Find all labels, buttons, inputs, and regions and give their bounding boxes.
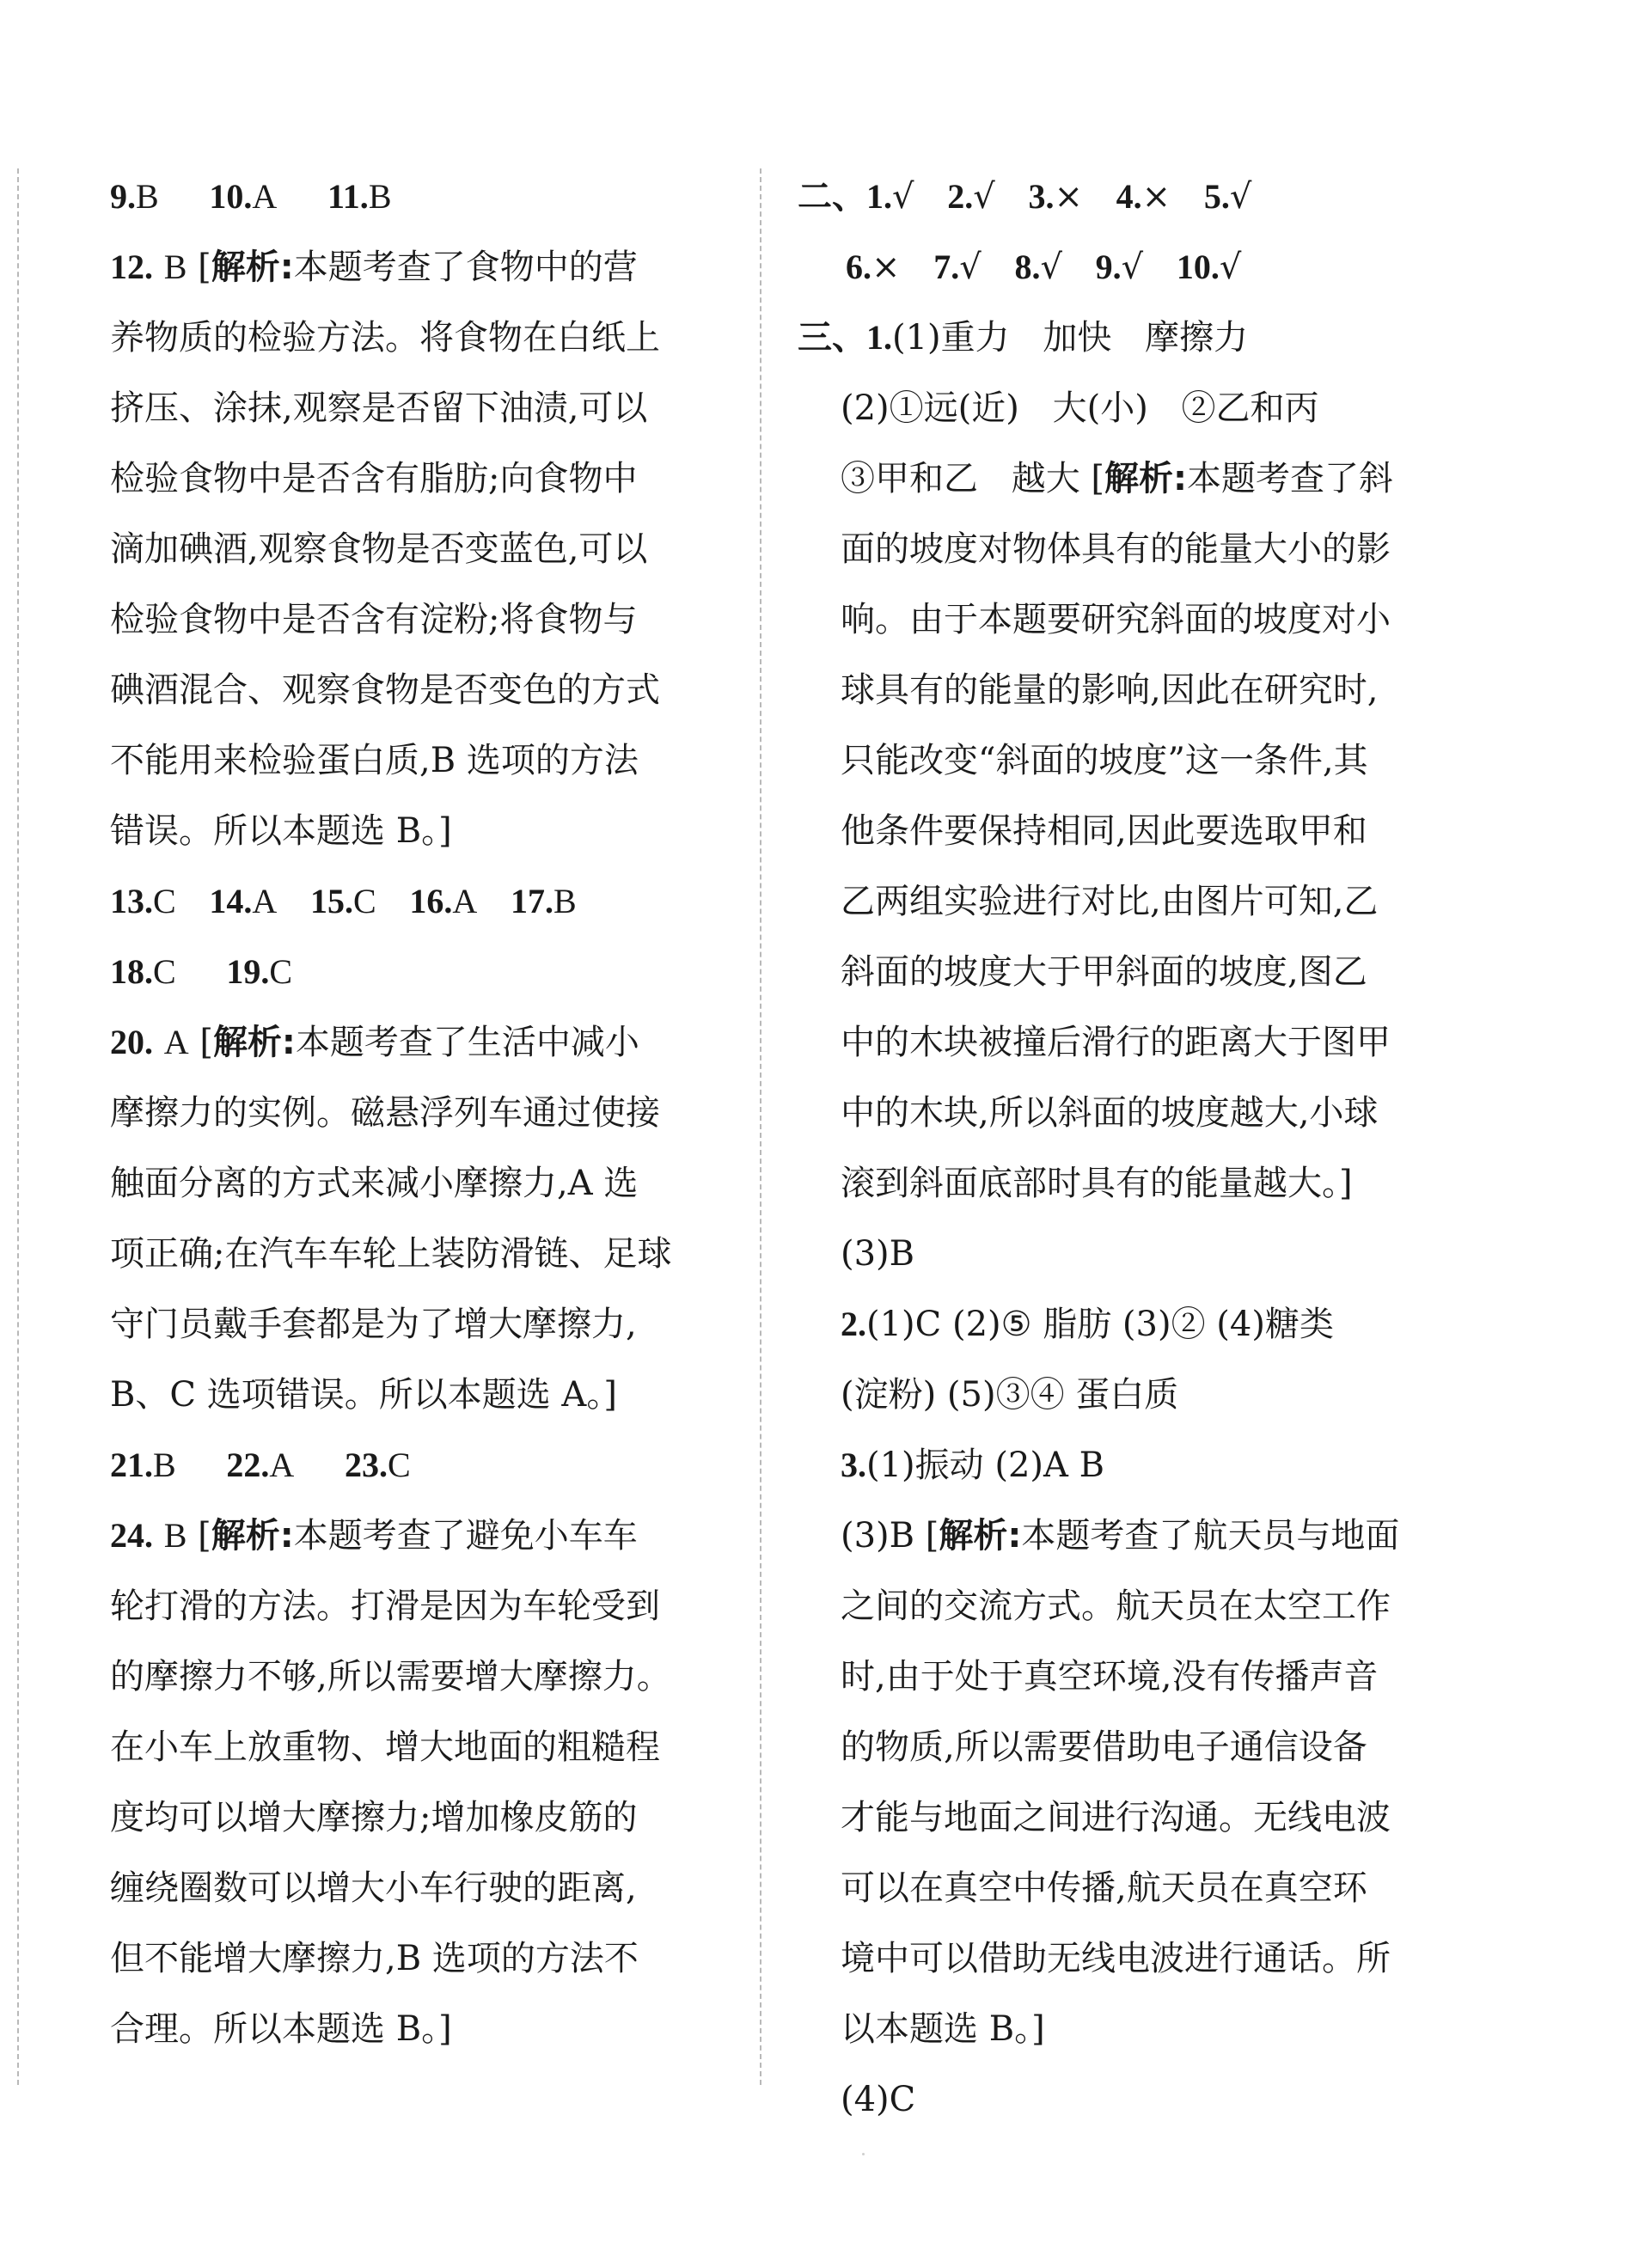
answer-value: 大(小) (1052, 388, 1148, 428)
analysis-text: 滚到斜面底部时具有的能量越大。] (841, 1164, 1353, 1203)
question-number: 5. (1203, 177, 1230, 216)
answer-20 (110, 1007, 729, 1430)
answer-value: ③甲和乙 (841, 459, 978, 498)
judgement-mark: √ (892, 177, 914, 217)
analysis-text: 项正确;在汽车车轮上装防滑链、足球 (110, 1234, 672, 1274)
analysis-text: 球具有的能量的影响,因此在研究时, (841, 670, 1379, 710)
analysis-text: 养物质的检验方法。将食物在白纸上 (110, 318, 660, 358)
analysis-text: 轮打滑的方法。打滑是因为车轮受到 (110, 1586, 660, 1626)
analysis-text: 可以在真空中传播,航天员在真空环 (841, 1868, 1367, 1908)
answer-value: 越大 [ (1011, 459, 1105, 498)
answer-value: 摩擦力 (1145, 318, 1249, 358)
answer-value: A (452, 882, 478, 920)
analysis-text: 他条件要保持相同,因此要选取甲和 (841, 811, 1367, 851)
answer-value: A (252, 177, 278, 216)
judgement-mark: √ (973, 177, 995, 217)
judgement-mark: √ (1040, 248, 1062, 287)
answer-value: C (153, 882, 176, 920)
analysis-text: 才能与地面之间进行沟通。无线电波 (841, 1798, 1391, 1837)
answer-value: C (388, 1446, 411, 1484)
analysis-text: 本题考查了食物中的营 (293, 248, 638, 287)
analysis-text: 碘酒混合、观察食物是否变色的方式 (110, 670, 660, 710)
question-number: 10. (209, 177, 253, 216)
analysis-text: 不能用来检验蛋白质,B 选项的方法 (110, 741, 639, 780)
answer-value: B (153, 1446, 176, 1484)
analysis-text: 摩擦力的实例。磁悬浮列车通过使接 (110, 1093, 660, 1133)
section-2-answers (798, 162, 1477, 303)
answer-12 (110, 232, 729, 866)
judgement-mark: √ (1219, 248, 1242, 287)
answer-value: (1)重力 (892, 318, 1010, 358)
judgement-mark: √ (959, 248, 982, 287)
judgement-mark: × (1141, 177, 1171, 217)
analysis-text: 时,由于处于真空环境,没有传播声音 (841, 1657, 1379, 1696)
column-divider (760, 168, 761, 2085)
question-number: 19. (226, 952, 270, 991)
answer-value: B (163, 248, 187, 286)
analysis-text: 只能改变“斜面的坡度”这一条件,其 (841, 741, 1368, 780)
analysis-text: 响。由于本题要研究斜面的坡度对小 (841, 600, 1391, 639)
analysis-text: 之间的交流方式。航天员在太空工作 (841, 1586, 1391, 1626)
answer-value: B (553, 882, 577, 920)
judgement-mark: × (1054, 177, 1083, 217)
analysis-text: B、C 选项错误。所以本题选 A。] (110, 1375, 617, 1415)
left-margin-guide (17, 168, 19, 2085)
section-label: 三、 (798, 318, 866, 358)
question-number: 23. (345, 1446, 388, 1484)
analysis-text: 以本题选 B。] (841, 2009, 1045, 2049)
answer-value: B (368, 177, 392, 216)
answer-value: C (353, 882, 376, 920)
page-mark (862, 2153, 865, 2155)
question-number: 10. (1176, 248, 1220, 286)
bracket: [ (198, 248, 211, 287)
question-number: 20. (110, 1023, 153, 1061)
analysis-text: 缠绕圈数可以增大小车行驶的距离, (110, 1868, 637, 1908)
answer-value: A (163, 1023, 189, 1061)
answer-value: B (136, 177, 159, 216)
analysis-text: 检验食物中是否含有脂肪;向食物中 (110, 459, 638, 498)
question-number: 16. (409, 882, 453, 920)
analysis-text: 中的木块,所以斜面的坡度越大,小球 (841, 1093, 1379, 1133)
judgement-mark: √ (1229, 177, 1252, 217)
right-column (798, 162, 1477, 2135)
question-number: 18. (110, 952, 153, 991)
answers-13-17 (110, 866, 729, 937)
answer-value: ②乙和丙 (1181, 388, 1319, 428)
question-number: 3. (1028, 177, 1055, 216)
question-number: 21. (110, 1446, 153, 1484)
answer-value: (2)①远(近) (841, 388, 1019, 428)
analysis-text: 触面分离的方式来减小摩擦力,A 选 (110, 1164, 639, 1203)
analysis-label: 解析: (1104, 459, 1188, 498)
question-number: 1. (866, 318, 892, 357)
analysis-text: 中的木块被撞后滑行的距离大于图甲 (841, 1023, 1391, 1062)
answers-18-19 (110, 937, 729, 1007)
answer-24 (110, 1501, 729, 2064)
judgement-mark: × (871, 248, 901, 287)
question-number: 7. (933, 248, 960, 286)
analysis-text: 在小车上放重物、增大地面的粗糙程 (110, 1727, 660, 1767)
question-number: 2. (841, 1305, 866, 1343)
answer-value: (3)B (841, 1234, 915, 1274)
analysis-text: 但不能增大摩擦力,B 选项的方法不 (110, 1939, 639, 1978)
analysis-text: 度均可以增大摩擦力;增加橡皮筋的 (110, 1798, 638, 1837)
analysis-text: 本题考查了斜 (1187, 459, 1394, 498)
question-number: 17. (511, 882, 554, 920)
answer-value: C (269, 952, 293, 991)
analysis-text: 斜面的坡度大于甲斜面的坡度,图乙 (841, 952, 1367, 992)
question-number: 9. (1095, 248, 1122, 286)
section-label: 二、 (798, 177, 866, 217)
analysis-text: 的摩擦力不够,所以需要增大摩擦力。 (110, 1657, 671, 1696)
answer-value: C (153, 952, 176, 991)
question-number: 24. (110, 1516, 153, 1555)
left-column (110, 162, 729, 2064)
analysis-text: 守门员戴手套都是为了增大摩擦力, (110, 1305, 637, 1344)
analysis-text: 面的坡度对物体具有的能量大小的影 (841, 529, 1391, 569)
question-number: 22. (226, 1446, 270, 1484)
answer-value: (3)B [ (841, 1516, 939, 1556)
answer-value: B (163, 1516, 187, 1555)
analysis-text: 本题考查了避免小车车 (293, 1516, 638, 1556)
bracket: [ (199, 1023, 213, 1062)
question-number: 14. (209, 882, 253, 920)
judgement-mark: √ (1121, 248, 1144, 287)
answer-value: (1)C (2)⑤ 脂肪 (3)② (4)糖类 (866, 1305, 1334, 1344)
analysis-text: 境中可以借助无线电波进行通话。所 (841, 1939, 1391, 1978)
question-number: 1. (866, 177, 892, 216)
question-number: 8. (1014, 248, 1041, 286)
analysis-label: 解析: (939, 1516, 1022, 1556)
answer-value: A (252, 882, 278, 920)
analysis-text: 合理。所以本题选 B。] (110, 2009, 452, 2049)
question-number: 4. (1116, 177, 1142, 216)
question-number: 12. (110, 248, 153, 286)
analysis-label: 解析: (212, 1023, 296, 1062)
answer-value: A (269, 1446, 295, 1484)
question-number: 13. (110, 882, 153, 920)
analysis-label: 解析: (211, 1516, 294, 1556)
question-number: 15. (310, 882, 354, 920)
answers-9-11 (110, 162, 729, 232)
answer-value: (1)振动 (2)A B (866, 1446, 1105, 1485)
section-3-answers (798, 303, 1477, 2135)
analysis-text: 本题考查了航天员与地面 (1021, 1516, 1400, 1556)
analysis-text: 滴加碘酒,观察食物是否变蓝色,可以 (110, 529, 648, 569)
analysis-text: 本题考查了生活中减小 (295, 1023, 639, 1062)
analysis-label: 解析: (211, 248, 294, 287)
analysis-text: 挤压、涂抹,观察是否留下油渍,可以 (110, 388, 648, 428)
analysis-text: 错误。所以本题选 B。] (110, 811, 452, 851)
analysis-text: 检验食物中是否含有淀粉;将食物与 (110, 600, 638, 639)
question-number: 2. (947, 177, 974, 216)
analysis-text: 乙两组实验进行对比,由图片可知,乙 (841, 882, 1379, 921)
answers-21-23 (110, 1430, 729, 1501)
question-number: 9. (110, 177, 136, 216)
question-number: 3. (841, 1446, 866, 1484)
question-number: 6. (846, 248, 871, 286)
answer-value: (淀粉) (5)③④ 蛋白质 (841, 1375, 1179, 1415)
answer-value: 加快 (1043, 318, 1112, 358)
analysis-text: 的物质,所以需要借助电子通信设备 (841, 1727, 1367, 1767)
question-number: 11. (327, 177, 369, 216)
answer-value: (4)C (841, 2080, 916, 2119)
bracket: [ (198, 1516, 211, 1556)
